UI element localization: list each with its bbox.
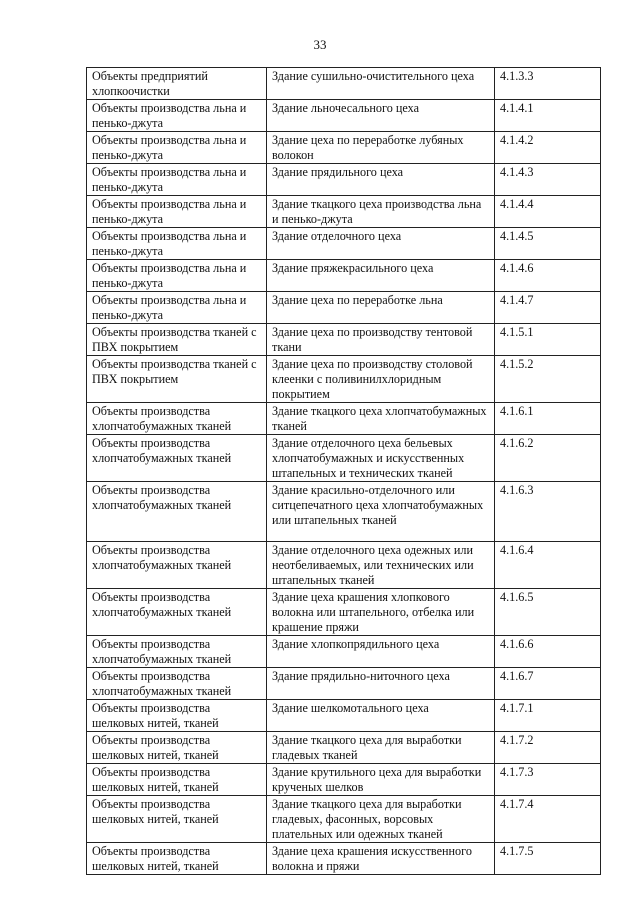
code-cell: 4.1.6.1 <box>495 403 601 435</box>
building-name-cell: Здание отделочного цеха <box>267 228 495 260</box>
object-category-cell: Объекты производства хлопчатобумажных тканей <box>87 668 267 700</box>
object-category-cell: Объекты производства льна и пенько-джута <box>87 228 267 260</box>
building-name-cell: Здание прядильного цеха <box>267 164 495 196</box>
object-category-cell: Объекты производства хлопчатобумажных тканей <box>87 403 267 435</box>
code-cell: 4.1.7.4 <box>495 796 601 843</box>
table-row <box>87 636 601 668</box>
code-cell: 4.1.5.1 <box>495 324 601 356</box>
table-row <box>87 482 601 542</box>
building-name-cell: Здание хлопкопрядильного цеха <box>267 636 495 668</box>
table-row <box>87 796 601 843</box>
building-name-cell: Здание цеха по производству тентовой ткани <box>267 324 495 356</box>
code-cell: 4.1.4.1 <box>495 100 601 132</box>
code-cell: 4.1.7.2 <box>495 732 601 764</box>
table-row <box>87 228 601 260</box>
object-category-cell: Объекты производства тканей с ПВХ покрытием <box>87 324 267 356</box>
table-row <box>87 700 601 732</box>
building-name-cell: Здание цеха по переработке лубяных волокон <box>267 132 495 164</box>
object-category-cell: Объекты производства льна и пенько-джута <box>87 164 267 196</box>
object-category-cell: Объекты производства льна и пенько-джута <box>87 196 267 228</box>
code-cell: 4.1.4.2 <box>495 132 601 164</box>
object-category-cell: Объекты производства хлопчатобумажных тканей <box>87 435 267 482</box>
building-name-cell: Здание прядильно-ниточного цеха <box>267 668 495 700</box>
object-category-cell: Объекты производства льна и пенько-джута <box>87 292 267 324</box>
object-category-cell: Объекты производства хлопчатобумажных тканей <box>87 636 267 668</box>
building-name-cell: Здание ткацкого цеха хлопчатобумажных тканей <box>267 403 495 435</box>
code-cell: 4.1.4.5 <box>495 228 601 260</box>
object-category-cell: Объекты производства шелковых нитей, тканей <box>87 700 267 732</box>
building-name-cell: Здание сушильно-очистительного цеха <box>267 68 495 100</box>
building-name-cell: Здание отделочного цеха бельевых хлопчатобумажных и искусственных штапельных и технических тканей <box>267 435 495 482</box>
object-category-cell: Объекты производства шелковых нитей, тканей <box>87 764 267 796</box>
table-row <box>87 324 601 356</box>
table-row <box>87 132 601 164</box>
building-name-cell: Здание цеха по переработке льна <box>267 292 495 324</box>
building-name-cell: Здание крутильного цеха для выработки крученых шелков <box>267 764 495 796</box>
classification-table <box>86 67 601 875</box>
object-category-cell: Объекты производства хлопчатобумажных тканей <box>87 542 267 589</box>
object-category-cell: Объекты производства хлопчатобумажных тканей <box>87 482 267 542</box>
building-name-cell: Здание льночесального цеха <box>267 100 495 132</box>
code-cell: 4.1.5.2 <box>495 356 601 403</box>
table-row <box>87 100 601 132</box>
page-number: 33 <box>313 37 327 52</box>
code-cell: 4.1.6.5 <box>495 589 601 636</box>
building-name-cell: Здание ткацкого цеха для выработки гладевых, фасонных, ворсовых плательных или одежных тканей <box>267 796 495 843</box>
building-name-cell: Здание цеха по производству столовой клеенки с поливинилхлоридным покрытием <box>267 356 495 403</box>
code-cell: 4.1.6.2 <box>495 435 601 482</box>
table-row <box>87 68 601 100</box>
table-row <box>87 542 601 589</box>
code-cell: 4.1.6.3 <box>495 482 601 542</box>
code-cell: 4.1.4.7 <box>495 292 601 324</box>
code-cell: 4.1.6.4 <box>495 542 601 589</box>
table-row <box>87 260 601 292</box>
code-cell: 4.1.4.4 <box>495 196 601 228</box>
object-category-cell: Объекты производства шелковых нитей, тканей <box>87 732 267 764</box>
table-row <box>87 764 601 796</box>
table-row <box>87 356 601 403</box>
table-row <box>87 589 601 636</box>
object-category-cell: Объекты производства льна и пенько-джута <box>87 100 267 132</box>
code-cell: 4.1.4.3 <box>495 164 601 196</box>
table-row <box>87 292 601 324</box>
building-name-cell: Здание цеха крашения хлопкового волокна или штапельного, отбелка или крашение пряжи <box>267 589 495 636</box>
building-name-cell: Здание красильно-отделочного или ситцепечатного цеха хлопчатобумажных или штапельных тканей <box>267 482 495 542</box>
object-category-cell: Объекты предприятий хлопкоочистки <box>87 68 267 100</box>
table-row <box>87 435 601 482</box>
building-name-cell: Здание отделочного цеха одежных или неотбеливаемых, или технических или штапельных тканей <box>267 542 495 589</box>
object-category-cell: Объекты производства шелковых нитей, тканей <box>87 843 267 875</box>
table-row <box>87 164 601 196</box>
code-cell: 4.1.7.5 <box>495 843 601 875</box>
building-name-cell: Здание ткацкого цеха производства льна и пенько-джута <box>267 196 495 228</box>
building-name-cell: Здание ткацкого цеха для выработки гладевых тканей <box>267 732 495 764</box>
table-row <box>87 196 601 228</box>
building-name-cell: Здание цеха крашения искусственного волокна и пряжи <box>267 843 495 875</box>
code-cell: 4.1.3.3 <box>495 68 601 100</box>
object-category-cell: Объекты производства льна и пенько-джута <box>87 260 267 292</box>
object-category-cell: Объекты производства льна и пенько-джута <box>87 132 267 164</box>
table-row <box>87 403 601 435</box>
building-name-cell: Здание шелкомотального цеха <box>267 700 495 732</box>
code-cell: 4.1.7.1 <box>495 700 601 732</box>
code-cell: 4.1.6.6 <box>495 636 601 668</box>
object-category-cell: Объекты производства хлопчатобумажных тканей <box>87 589 267 636</box>
object-category-cell: Объекты производства тканей с ПВХ покрытием <box>87 356 267 403</box>
table-row <box>87 843 601 875</box>
table-row <box>87 732 601 764</box>
table-row <box>87 668 601 700</box>
code-cell: 4.1.6.7 <box>495 668 601 700</box>
building-name-cell: Здание пряжекрасильного цеха <box>267 260 495 292</box>
table-body <box>87 68 601 875</box>
object-category-cell: Объекты производства шелковых нитей, тканей <box>87 796 267 843</box>
code-cell: 4.1.7.3 <box>495 764 601 796</box>
code-cell: 4.1.4.6 <box>495 260 601 292</box>
